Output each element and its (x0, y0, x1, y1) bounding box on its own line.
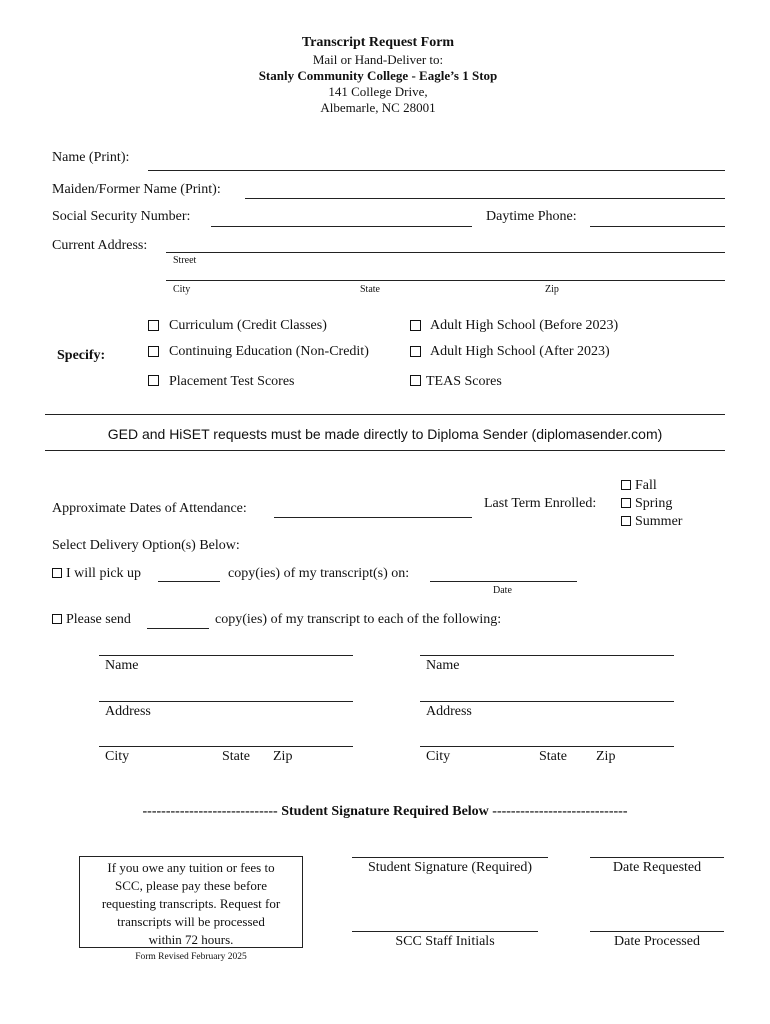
recipient-2-zip-label: Zip (596, 749, 616, 764)
phone-field[interactable] (590, 226, 725, 227)
send-label: Please send (66, 612, 131, 627)
teas-scores-checkbox[interactable] (410, 375, 421, 386)
date-processed-field[interactable] (590, 931, 724, 932)
summer-checkbox[interactable] (621, 516, 631, 526)
recipient-1-address-rule (99, 701, 353, 702)
pickup-checkbox[interactable] (52, 568, 62, 578)
recipient-2-city-rule (420, 746, 674, 747)
header-line-3: 141 College Drive, (328, 84, 428, 99)
term-fall[interactable] (621, 478, 657, 494)
recipient-1-name-rule (99, 655, 353, 656)
zip-caption: Zip (545, 284, 559, 295)
term-spring-label: Spring (635, 496, 673, 511)
continuing-ed-checkbox[interactable] (148, 346, 159, 357)
placement-scores-checkbox[interactable] (148, 375, 159, 386)
attendance-dates-field[interactable] (274, 517, 472, 518)
recipient-2-city-label: City (426, 749, 451, 764)
city-caption: City (173, 284, 191, 295)
address-label: Current Address: (52, 238, 148, 253)
date-requested-label: Date Requested (612, 860, 702, 875)
ssn-label: Social Security Number: (52, 209, 191, 224)
tuition-notice-line-2: SCC, please pay these before (115, 878, 267, 893)
recipient-2-state-label: State (539, 749, 567, 764)
tuition-notice-line-5: within 72 hours. (148, 932, 234, 947)
pickup-text: copy(ies) of my transcript(s) on: (228, 566, 410, 581)
pickup-date-field[interactable] (430, 581, 577, 582)
state-caption: State (360, 284, 380, 295)
date-processed-label: Date Processed (614, 934, 700, 949)
attendance-dates-label: Approximate Dates of Attendance: (52, 501, 247, 516)
form-title: Transcript Request Form (301, 35, 455, 50)
recipient-2-address-rule (420, 701, 674, 702)
student-signature-field[interactable] (352, 857, 548, 858)
tuition-notice-line-3: requesting transcripts. Request for (101, 896, 281, 911)
maiden-name-field[interactable] (245, 198, 725, 199)
send-text: copy(ies) of my transcript to each of the following: (215, 612, 502, 627)
teas-scores-label: TEAS Scores (426, 374, 502, 389)
ahs-after-2023-label: Adult High School (After 2023) (430, 344, 610, 359)
pickup-option[interactable] (52, 566, 141, 582)
phone-label: Daytime Phone: (486, 209, 577, 224)
term-summer-label: Summer (635, 514, 683, 529)
ged-hiset-notice: GED and HiSET requests must be made directly to Diploma Sender (diplomasender.com) (107, 426, 663, 442)
name-field[interactable] (148, 170, 725, 171)
last-term-label: Last Term Enrolled: (484, 496, 597, 511)
ssn-field[interactable] (211, 226, 472, 227)
staff-initials-label: SCC Staff Initials (395, 934, 495, 949)
ahs-before-2023-label: Adult High School (Before 2023) (430, 318, 619, 333)
ahs-before-2023-checkbox[interactable] (410, 320, 421, 331)
continuing-ed-label: Continuing Education (Non-Credit) (169, 344, 369, 359)
term-spring[interactable] (621, 496, 672, 512)
recipient-1-name-label: Name (105, 658, 139, 673)
send-option[interactable] (52, 612, 131, 628)
send-checkbox[interactable] (52, 614, 62, 624)
fall-checkbox[interactable] (621, 480, 631, 490)
recipient-1-zip-label: Zip (273, 749, 293, 764)
header-line-2: Stanly Community College - Eagle’s 1 Stop (258, 68, 498, 83)
send-copies-field[interactable] (147, 628, 209, 629)
recipient-2-address-label: Address (426, 704, 472, 719)
term-fall-label: Fall (635, 478, 657, 493)
header-line-4: Albemarle, NC 28001 (320, 100, 436, 115)
city-state-zip-field[interactable] (166, 280, 725, 281)
tuition-notice-line-1: If you owe any tuition or fees to (107, 860, 275, 875)
spring-checkbox[interactable] (621, 498, 631, 508)
recipient-2-name-label: Name (426, 658, 460, 673)
recipient-2-name-rule (420, 655, 674, 656)
ahs-after-2023-checkbox[interactable] (410, 346, 421, 357)
name-label: Name (Print): (52, 150, 130, 165)
recipient-1-city-label: City (105, 749, 130, 764)
recipient-1-state-label: State (222, 749, 250, 764)
recipient-1-address-label: Address (105, 704, 151, 719)
pickup-copies-field[interactable] (158, 581, 220, 582)
form-revised: Form Revised February 2025 (135, 952, 247, 962)
tuition-notice-line-4: transcripts will be processed (117, 914, 265, 929)
curriculum-checkbox[interactable] (148, 320, 159, 331)
maiden-name-label: Maiden/Former Name (Print): (52, 182, 221, 197)
pickup-date-caption: Date (493, 585, 512, 596)
pickup-label: I will pick up (66, 566, 142, 581)
street-field[interactable] (166, 252, 725, 253)
signature-heading: ----------------------------- Student Signature Required Below ----------------------------- (142, 804, 628, 819)
placement-scores-label: Placement Test Scores (169, 374, 295, 389)
term-summer[interactable] (621, 514, 682, 530)
notice-bottom-rule (45, 450, 725, 451)
header-line-1: Mail or Hand-Deliver to: (312, 52, 444, 67)
specify-label: Specify: (57, 348, 106, 363)
delivery-heading: Select Delivery Option(s) Below: (52, 538, 240, 553)
street-caption: Street (173, 255, 197, 266)
recipient-1-city-rule (99, 746, 353, 747)
curriculum-label: Curriculum (Credit Classes) (169, 318, 327, 333)
staff-initials-field[interactable] (352, 931, 538, 932)
date-requested-field[interactable] (590, 857, 724, 858)
notice-top-rule (45, 414, 725, 415)
student-signature-label: Student Signature (Required) (367, 860, 533, 875)
tuition-notice-box (79, 856, 303, 948)
